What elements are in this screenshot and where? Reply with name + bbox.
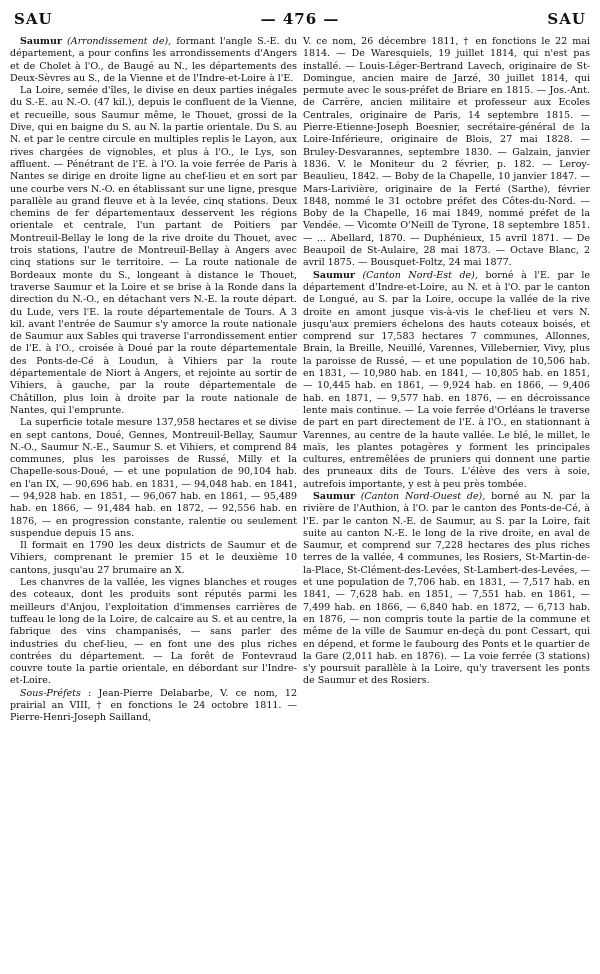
paragraph-subprefects-cont: V. ce nom, 26 décembre 1811, † en fonctions le 22 mai 1814. — De Waresquiels, 19 juillet 1814, qui n'est pas installé. — Louis-Léger-Bertrand Lavech, originaire de St-Domingue, ancien maire de Jarzé, 30 juillet 1814, qui permute avec le sous-préfet de Briare en 1815. — Jos.-Ant. de Carrère, ancien militaire et professeur aux Ecoles Centrales, originaire de Paris, 14 septembre 1815. — Pierre-Etienne-Joseph Boesnier, secrétaire-général de la Loire-Inférieure, originaire de Blois, 27 mai 1828. — Bruley-Desvarannes, septembre 1830. — Galzain, janvier 1836. V. le Moniteur du 2 février, p. 182. — Leroy-Beaulieu, 1842. — Boby de la Chapelle, 10 janvier 1847. — Mars-Larivière, originaire de la Ferté (Sarthe), février 1848, nommé le 31 octobre préfet des Côtes-du-Nord. — Boby de la Chapelle, 16 mai 1849, nommé préfet de la Vendée. — Vicomte O'Neill de Tyrone, 18 septembre 1851. — ... Abellard, 1870. — Duphénieux, 15 avril 1871. — De Beaupoil de St-Aulaire, 28 mai 1873. — Octave Blanc, 2 avril 1875. — Bousquet-Foltz, 24 mai 1877. bbox=[303, 36, 590, 269]
page-header bbox=[14, 8, 586, 30]
paragraph-history: Il formait en 1790 les deux districts de Saumur et de Vihiers, comprenant le premier 15 et le deuxième 10 cantons, jusqu'au 27 brumaire an X. bbox=[10, 540, 297, 576]
running-head-left: SAU bbox=[14, 10, 53, 28]
subprefects-label: Sous-Préfets bbox=[20, 687, 81, 699]
paragraph-text: borné à l'E. par le département d'Indre-et-Loire, au N. et à l'O. par le canton de Longué, au S. par la Loire, occupe la vallée de la rive droite en amont jusque vis-à-vis le chef-lieu et vers N. jusqu'aux premiers échelons des hauts coteaux boisés, et comprend sur 17,583 hectares 7 communes, Allonnes, Brain, la Breille, Neuillé, Varennes, Villebernier, Vivy, plus la paroisse de Russé, — et une population de 10,506 hab. en 1831, — 10,980 hab. en 1841, — 10,805 hab. en 1851, — 10,445 hab. en 1861, — 9,924 hab. en 1866, — 9,406 hab. en 1871, — 9,577 hab. en 1876, — en décroissance lente mais continue. — La voie ferrée d'Orléans le traverse de part en part directement de l'E. à l'O., en stationnant à Varennes, au centre de la haute vallée. Le blé, le millet, le maïs, les plantes potagères y forment les principales cultures, entremêlées de pruniers qui donnent une partie des pruneaux dits de Tours. L'élève des vers à soie, autrefois importante, y est à peu près tombée. bbox=[303, 269, 590, 490]
paragraph-canton-nord-est bbox=[303, 270, 590, 491]
entry-title: Saumur bbox=[20, 36, 62, 47]
paragraph-population: La superficie totale mesure 137,958 hectares et se divise en sept cantons, Doué, Gennes, Montreuil-Bellay, Saumur N.-O., Saumur N.-E., Saumur S. et Vihiers, et comprend 84 communes, plus les paroisses de Russé, Milly et la Chapelle-sous-Doué, — et une population de 90,104 hab. en l'an IX, — 90,696 hab. en 1831, — 94,048 hab. en 1841, — 94,928 hab. en 1851, — 96,067 hab. en 1861, — 95,489 hab. en 1866, — 91,484 hab. en 1872, — 92,556 hab. en 1876, — en progression constante, ralentie ou seulement suspendue depuis 15 ans. bbox=[10, 417, 297, 539]
paragraph-text: formant l'angle S.-E. du département, a pour confins les arrondissements d'Angers et de Cholet à l'O., de Baugé au N., les départements des Deux-Sèvres au S., de la Vienne et de l'Indre-et-Loire à l'E. bbox=[10, 36, 297, 84]
left-column bbox=[10, 36, 299, 970]
running-head-right: SAU bbox=[547, 10, 586, 28]
right-column bbox=[299, 36, 590, 970]
entry-title: Saumur bbox=[313, 269, 355, 281]
paragraph-subprefects bbox=[10, 688, 297, 725]
page-number: — 476 — bbox=[260, 10, 340, 28]
entry-qualifier: (Canton Nord-Est de), bbox=[354, 269, 486, 281]
entry-qualifier: (Canton Nord-Ouest de), bbox=[354, 490, 492, 502]
paragraph-text: : Jean-Pierre Delabarbe, V. ce nom, 12 prairial an VIII, † en fonctions le 24 octobre 1811. — Pierre-Henri-Joseph Sailland, bbox=[10, 687, 297, 724]
paragraph-economy: Les chanvres de la vallée, les vignes blanches et rouges des coteaux, dont les produits sont réputés parmi les meilleurs d'Anjou, l'exploitation d'immenses carrières de tuffeau le long de la Loire, de calcaire au S. et au centre, la fabrique des vins champanisés, — sans parler des industries du chef-lieu, — en font une des plus riches contrées du département. — La forêt de Fontevraud couvre toute la partie orientale, en débordant sur l'Indre-et-Loire. bbox=[10, 577, 297, 687]
paragraph-geography: La Loire, semée d'îles, le divise en deux parties inégales du S.-E. au N.-O. (47 kil.), depuis le confluent de la Vienne, et recueille, sous Saumur même, le Thouet, grossi de la Dive, qui en baigne du S. au N. la partie orientale. Du S. au N. et par le centre circule en multiples replis le Layon, aux rives chargées de vignobles, et plus à l'O., le Lys, son affluent. — Pénétrant de l'E. à l'O. la voie ferrée de Paris à Nantes se dirige en droite ligne au chef-lieu et en sort par une courbe vers N.-O. en établissant sur une ligne, presque parallèle au grand fleuve et à la levée, cinq stations. Deux chemins de fer départementaux desservent les régions orientale et centrale, l'un partant de Poitiers par Montreuil-Bellay le long de la rive droite du Thouet, avec trois stations, l'autre de Montreuil-Bellay à Angers avec cinq stations sur le territoire. — La route nationale de Bordeaux monte du S., longeant à distance le Thouet, traverse Saumur et la Loire et se brise à la Ronde dans la direction du N.-O., en détachant vers N.-E. la route départ. du Lude, vers l'E. la route départementale de Tours. A 3 kil. avant l'entrée de Saumur s'y amorce la route nationale de Saumur aux Sables qui traverse l'arrondissement entier de l'E. à l'O., croisée à Doué par la route départementale des Ponts-de-Cé à Loudun, à Vihiers par la route départementale de Niort à Angers, et rejointe au sortir de Vihiers, à gauche, par la route départementale de Châtillon, plus loin à droite par la route nationale de Nantes, qui l'emprunte. bbox=[10, 85, 297, 416]
two-column-body bbox=[10, 36, 590, 970]
paragraph-text: borné au N. par la rivière de l'Authion, à l'O. par le canton des Ponts-de-Cé, à l'E. par le canton N.-E. de Saumur, au S. par la Loire, fait suite au canton N.-E. le long de la rive droite, en aval de Saumur, et comprend sur 7,228 hectares des plus riches terres de la vallée, 4 communes, les Rosiers, St-Martin-de-la-Place, St-Clément-des-Levées, St-Lambert-des-Levées, — et une population de 7,706 hab. en 1831, — 7,517 hab. en 1841, — 7,628 hab. en 1851, — 7,551 hab. en 1861, — 7,499 hab. en 1866, — 6,840 hab. en 1872, — 6,713 hab. en 1876, — non compris toute la partie de la commune et même de la ville de Saumur en-deçà du pont Cessart, qui en dépend, et forme le faubourg des Ponts et le quartier de la Gare (2,011 hab. en 1876). — La voie ferrée (3 stations) s'y poursuit parallèle à la Loire, qu'y traversent les ponts de Saumur et des Rosiers. bbox=[303, 490, 590, 687]
paragraph-arrondissement bbox=[10, 36, 297, 85]
entry-title: Saumur bbox=[313, 490, 355, 502]
entry-qualifier: (Arrondissement de), bbox=[61, 36, 177, 47]
paragraph-canton-nord-ouest bbox=[303, 491, 590, 688]
